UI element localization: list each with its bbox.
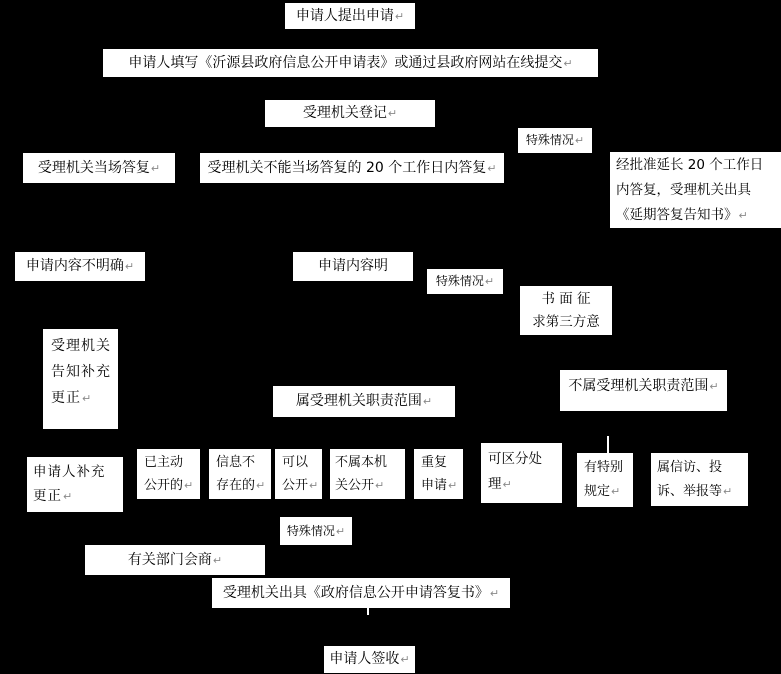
node-text-line xyxy=(282,451,315,474)
node-fill-application-form xyxy=(103,49,598,77)
node-applicant-submit xyxy=(285,3,415,29)
node-text-line xyxy=(282,474,319,497)
paragraph-mark-icon: ↵ xyxy=(184,479,194,492)
paragraph-mark-icon: ↵ xyxy=(709,380,719,393)
paragraph-mark-icon: ↵ xyxy=(124,260,135,273)
node-text: 特殊情况 xyxy=(435,274,484,288)
node-text-line xyxy=(657,480,742,504)
node-text-line xyxy=(216,451,264,474)
node-text-line xyxy=(144,451,193,474)
node-notify-supplement-correction xyxy=(43,329,118,429)
node-text-line xyxy=(520,311,612,334)
node-text-line xyxy=(51,359,110,385)
node-text: 重复 xyxy=(421,455,448,470)
node-info-not-exist xyxy=(209,449,271,499)
node-special-case-3 xyxy=(280,517,352,545)
node-text-line xyxy=(273,389,455,414)
node-text: 不属本机 xyxy=(335,455,388,470)
node-content-unclear xyxy=(15,252,145,281)
node-text: 可区分处 xyxy=(488,451,542,467)
node-text: 公开 xyxy=(282,478,309,493)
node-text: 信息不 xyxy=(216,455,256,470)
node-text-line xyxy=(616,178,775,203)
paragraph-mark-icon: ↵ xyxy=(502,478,512,491)
node-text: 属受理机关职责范围 xyxy=(295,393,422,409)
paragraph-mark-icon: ↵ xyxy=(487,161,497,175)
node-already-disclosed xyxy=(137,449,200,499)
node-text-line xyxy=(212,581,510,606)
node-text: 存在的 xyxy=(216,478,256,493)
node-text-line xyxy=(51,333,110,359)
paragraph-mark-icon: ↵ xyxy=(256,479,266,492)
node-text: 更正 xyxy=(33,488,62,504)
node-text: 诉、举报等 xyxy=(657,483,723,499)
node-text-line xyxy=(216,474,264,497)
node-text-line xyxy=(616,203,775,228)
node-text-line xyxy=(335,451,400,474)
node-text: 申请人签收 xyxy=(329,651,400,667)
node-text: 申请人补充 xyxy=(33,464,106,480)
node-text: 受理机关登记 xyxy=(302,105,387,121)
paragraph-mark-icon: ↵ xyxy=(387,107,398,120)
node-text: 关公开 xyxy=(335,478,375,493)
paragraph-mark-icon: ↵ xyxy=(150,161,161,175)
node-text: 有特别 xyxy=(584,460,624,475)
paragraph-mark-icon: ↵ xyxy=(563,56,573,70)
node-text: 受理机关不能当场答复的 20 个工作日内答复 xyxy=(207,159,487,176)
node-content-clear xyxy=(293,252,413,281)
node-text-line xyxy=(200,156,504,181)
node-text: 申请人填写《沂源县政府信息公开申请表》或通过县政府网站在线提交 xyxy=(128,54,563,71)
paragraph-mark-icon: ↵ xyxy=(723,484,733,498)
node-text: 更正 xyxy=(51,390,81,406)
node-text: 可以 xyxy=(282,455,309,470)
node-text-line xyxy=(421,474,456,497)
paragraph-mark-icon: ↵ xyxy=(484,275,495,288)
node-text-line xyxy=(520,288,612,311)
node-text: 不属受理机关职责范围 xyxy=(568,378,709,394)
paragraph-mark-icon: ↵ xyxy=(400,653,410,666)
node-accepting-org-register xyxy=(265,100,435,127)
node-text-line xyxy=(488,472,555,497)
node-text-line xyxy=(285,4,415,29)
paragraph-mark-icon: ↵ xyxy=(63,490,74,503)
paragraph-mark-icon: ↵ xyxy=(375,479,385,492)
node-text-line xyxy=(265,101,435,126)
node-text: 受理机关当场答复 xyxy=(37,159,150,176)
tick-below-reply-document xyxy=(367,608,369,615)
node-text: 经批准延长 20 个工作日 xyxy=(616,156,764,173)
node-reply-within-20-days xyxy=(200,153,504,183)
node-text: 受理机关 xyxy=(51,338,111,354)
node-not-this-org-disclose xyxy=(330,449,405,499)
paragraph-mark-icon: ↵ xyxy=(489,586,500,600)
tick-above-special-rules xyxy=(607,436,609,453)
node-text: 申请 xyxy=(421,478,448,493)
node-text-line xyxy=(23,156,175,181)
node-approved-extension xyxy=(610,152,781,228)
node-text: 特殊情况 xyxy=(286,523,335,538)
node-text: 告知补充 xyxy=(51,364,111,380)
node-text-line xyxy=(324,647,415,672)
node-text-line xyxy=(421,451,456,474)
node-text: 申请人提出申请 xyxy=(295,7,394,24)
node-special-case-2 xyxy=(427,269,503,294)
paragraph-mark-icon: ↵ xyxy=(574,134,585,147)
node-onspot-reply xyxy=(23,153,175,183)
paragraph-mark-icon: ↵ xyxy=(422,395,433,408)
node-special-rules xyxy=(577,453,633,507)
node-text-line xyxy=(657,456,742,480)
node-text-line xyxy=(616,153,775,178)
node-text-line xyxy=(584,480,626,504)
node-applicant-sign xyxy=(324,646,415,673)
node-text-line xyxy=(280,521,352,542)
paragraph-mark-icon: ↵ xyxy=(212,553,223,567)
node-issue-reply-document xyxy=(212,578,510,608)
node-text: 特殊情况 xyxy=(525,133,574,147)
node-text: 《延期答复告知书》 xyxy=(616,206,738,223)
node-special-case-1 xyxy=(518,128,592,153)
node-text: 属信访、投 xyxy=(657,459,723,475)
node-text: 申请内容不明确 xyxy=(25,258,124,274)
node-text-line xyxy=(15,254,145,279)
paragraph-mark-icon: ↵ xyxy=(611,485,621,498)
paragraph-mark-icon: ↵ xyxy=(309,479,319,492)
node-text-line xyxy=(103,51,598,76)
node-text-line xyxy=(335,474,400,497)
node-separable-handling xyxy=(481,443,562,503)
node-repeated-application xyxy=(414,449,463,499)
node-dept-consultation xyxy=(85,545,265,575)
paragraph-mark-icon: ↵ xyxy=(448,479,458,492)
node-text: 理 xyxy=(488,476,502,492)
node-outside-duty-scope xyxy=(560,370,727,411)
node-text: 内答复，受理机关出具 xyxy=(616,181,751,198)
node-text-line xyxy=(33,484,117,509)
node-text: 受理机关出具《政府信息公开申请答复书》 xyxy=(222,584,489,601)
node-text-line xyxy=(518,130,592,151)
node-text-line xyxy=(584,456,626,480)
node-petition-complaint xyxy=(651,453,748,506)
node-text-line xyxy=(85,548,265,573)
node-seek-third-party-opinion xyxy=(520,286,612,335)
node-text-line xyxy=(293,254,413,279)
node-text: 书 面 征 xyxy=(541,290,591,307)
node-text: 求第三方意 xyxy=(532,313,600,330)
node-text-line xyxy=(564,374,723,399)
paragraph-mark-icon: ↵ xyxy=(738,208,748,222)
paragraph-mark-icon: ↵ xyxy=(82,392,93,405)
node-text: 规定 xyxy=(584,484,611,499)
node-text-line xyxy=(488,447,555,472)
node-text: 公开的 xyxy=(144,478,184,493)
node-can-disclose xyxy=(275,449,322,499)
node-text-line xyxy=(51,385,110,412)
node-text: 申请内容明 xyxy=(318,258,388,274)
node-text: 有关部门会商 xyxy=(127,551,212,568)
paragraph-mark-icon: ↵ xyxy=(394,9,405,23)
node-text: 已主动 xyxy=(144,455,184,470)
node-applicant-supplement-correction xyxy=(27,457,123,512)
node-text-line xyxy=(144,474,193,497)
node-within-duty-scope xyxy=(273,386,455,417)
paragraph-mark-icon: ↵ xyxy=(335,524,346,538)
node-text-line xyxy=(33,460,117,484)
node-text-line xyxy=(427,271,503,292)
